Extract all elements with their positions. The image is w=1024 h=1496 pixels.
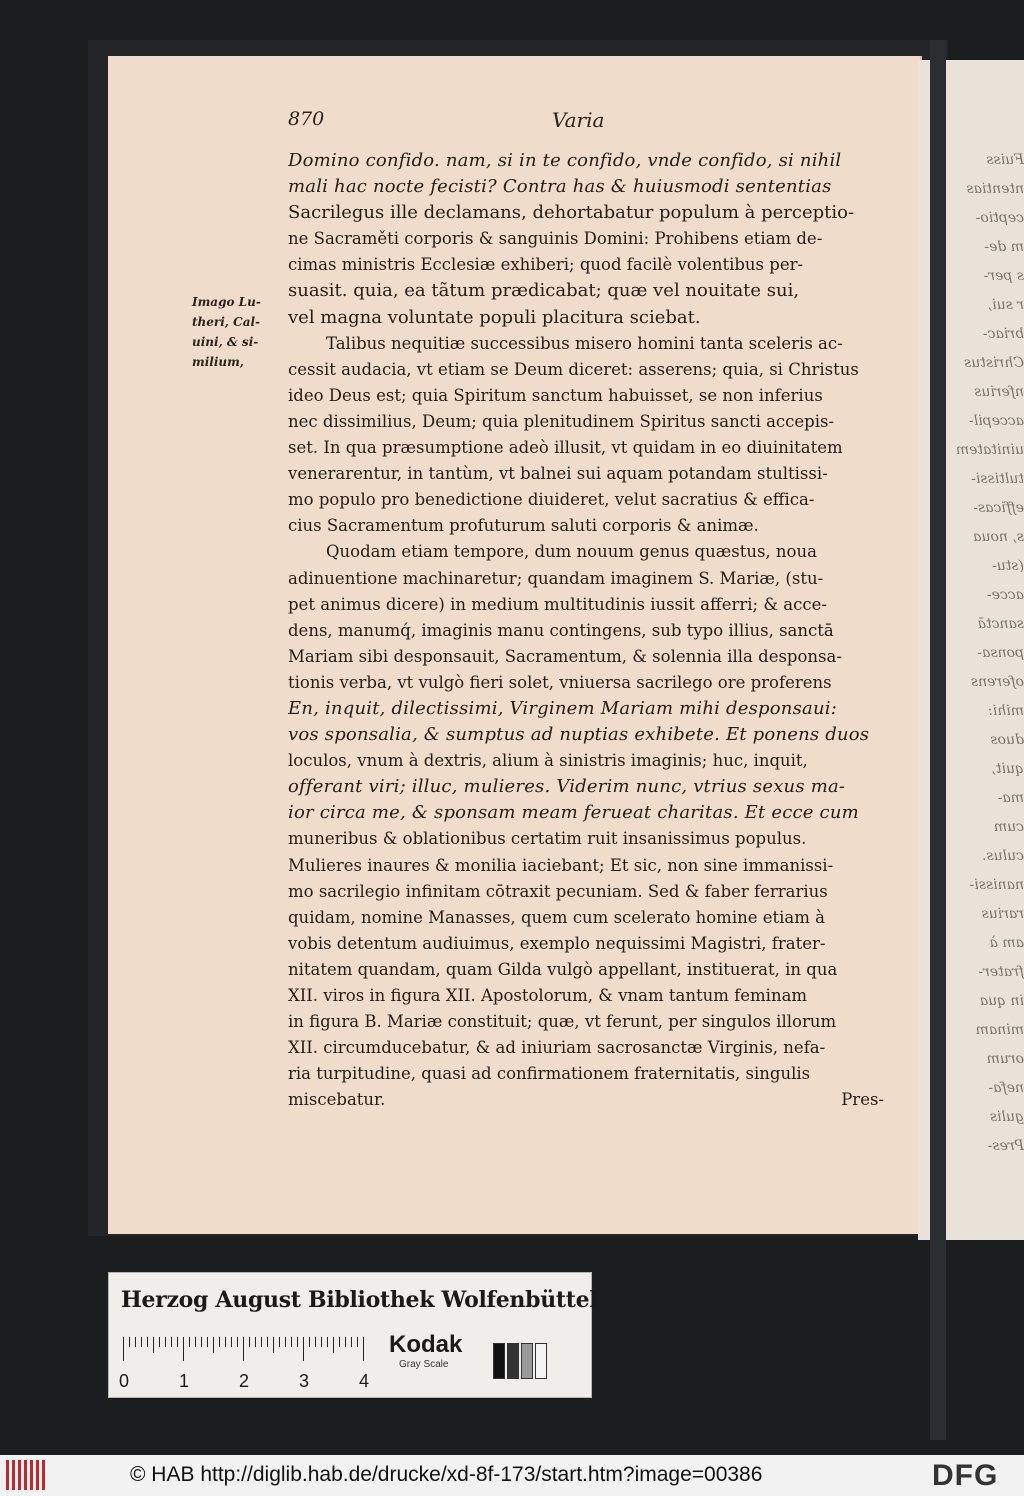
facing-page-fragment: ponsa-	[977, 645, 1024, 661]
ruler-tick	[183, 1337, 184, 1361]
margin-note-line: Imago Lu-	[192, 295, 261, 309]
ruler-tick	[297, 1337, 298, 1347]
catchword: Pres-	[841, 1090, 884, 1110]
text-line: suasit. quia, ea tãtum prædicabat; quæ vel nouitate sui,	[288, 280, 800, 302]
facing-page-fragment: am à	[989, 935, 1024, 951]
text-line: Talibus nequitiæ successibus misero homini tanta sceleris ac-	[326, 333, 843, 353]
scale-number: 3	[299, 1371, 310, 1391]
ruler-tick	[213, 1337, 214, 1353]
text-line: vos sponsalia, & sumptus ad nuptias exhibete. Et ponens duos	[288, 724, 870, 746]
ruler-tick	[231, 1337, 232, 1347]
text-line: tionis verba, vt vulgò fieri solet, vniuersa sacrilego ore proferens	[288, 672, 832, 692]
ruler-tick	[243, 1337, 244, 1361]
scale-number: 4	[359, 1371, 370, 1391]
body-text	[288, 148, 884, 1113]
text-line: Mariam sibi desponsauit, Sacramentum, & solennia illa desponsa-	[288, 646, 842, 666]
facing-page-fragment: culus.	[982, 848, 1024, 864]
ruler-tick	[261, 1337, 262, 1347]
facing-page-fragment: minam	[975, 1022, 1024, 1038]
ruler-tick	[219, 1337, 220, 1347]
ruler-tick	[249, 1337, 250, 1347]
gutter-strip	[930, 40, 946, 1440]
facing-page-fragment: nanissi-	[969, 877, 1024, 893]
ruler-tick	[303, 1337, 304, 1361]
text-line: XII. viros in figura XII. Apostolorum, & vnam tantum feminam	[288, 986, 808, 1005]
ruler-tick	[363, 1337, 364, 1361]
facing-page-fragment: ceptio-	[975, 210, 1024, 226]
text-line: loculos, vnum à dextris, alium à sinistris imaginis; huc, inquit,	[288, 751, 808, 771]
text-line: cius Sacramentum profuturum saluti corporis & animæ.	[288, 516, 759, 536]
facing-page-fragment: oferens	[970, 674, 1024, 690]
text-line: ria turpitudine, quasi ad confirmationem fraternitatis, singulis	[288, 1064, 811, 1084]
ruler-tick	[309, 1337, 310, 1347]
ruler-tick	[195, 1337, 196, 1347]
facing-page-fragment: ntentias	[966, 181, 1024, 197]
text-line: quidam, nomine Manasses, quem cum scelerato homine etiam à	[288, 907, 825, 927]
facing-page-fragment: frater-	[978, 964, 1024, 980]
margin-note-line: theri, Cal-	[192, 315, 261, 329]
hab-logo-icon	[6, 1460, 50, 1490]
facing-page-fragment: Fuiss	[986, 152, 1024, 168]
text-line: En, inquit, dilectissimi, Virginem Mariam mihi desponsaui:	[288, 697, 837, 719]
facing-page-fragment: in qua	[979, 993, 1024, 1009]
institution-name: Herzog August Bibliothek Wolfenbüttel	[121, 1287, 598, 1313]
page-number: 870	[288, 108, 325, 130]
ruler-tick	[315, 1337, 316, 1347]
ruler-tick	[177, 1337, 178, 1347]
ruler-tick	[207, 1337, 208, 1347]
ruler-tick	[159, 1337, 160, 1347]
ruler-tick	[201, 1337, 202, 1347]
gray-scale-label: Gray Scale	[399, 1359, 449, 1370]
facing-page-fragment: quit,	[991, 761, 1024, 777]
ruler-tick	[225, 1337, 226, 1347]
facing-page-fragment: acce-	[986, 587, 1024, 603]
gray-patch-dark	[507, 1343, 519, 1379]
book-page	[108, 56, 922, 1234]
text-line: Mulieres inaures & monilia iaciebant; Et sic, non sine immanissi-	[288, 855, 834, 875]
ruler-tick	[123, 1337, 124, 1361]
text-line: miscebatur.	[288, 1090, 386, 1110]
scale-number: 2	[239, 1371, 250, 1391]
text-line: ideo Deus est; quia Spiritum sanctum habuisset, se non inferius	[288, 385, 823, 405]
ruler-tick	[333, 1337, 334, 1353]
text-line: in figura B. Mariæ constituit; quæ, vt ferunt, per singulos illorum	[288, 1012, 837, 1032]
text-line: offerant viri; illuc, mulieres. Viderim nunc, vtrius sexus ma-	[288, 776, 846, 798]
text-line: venerarentur, in tantùm, vt balnei sui aquam potandam stultissi-	[288, 464, 828, 484]
ruler-tick	[153, 1337, 154, 1353]
text-line: nec dissimilius, Deum; quia plenitudinem Spiritus sancti accepis-	[288, 411, 835, 431]
text-line: muneribus & oblationibus certatim ruit insanissimus populus.	[288, 829, 807, 849]
facing-page-fragment: (stu-	[991, 558, 1024, 574]
ruler-tick	[345, 1337, 346, 1347]
ruler-tick	[321, 1337, 322, 1347]
kodak-logo: Kodak	[389, 1331, 463, 1358]
margin-note-line: milium,	[192, 355, 244, 369]
ruler-tick	[141, 1337, 142, 1347]
facing-page-fragment: duos	[990, 732, 1024, 748]
ruler-tick	[165, 1337, 166, 1347]
ruler-tick	[237, 1337, 238, 1347]
facing-page-fragment: m de-	[984, 239, 1024, 255]
text-line: vobis detentum audiuimus, exemplo nequissimi Magistri, frater-	[288, 933, 826, 953]
ruler-tick	[327, 1337, 328, 1347]
viewer-footer	[0, 1455, 1024, 1496]
ruler-tick	[273, 1337, 274, 1353]
facing-page-fragment: tultissi-	[971, 471, 1024, 487]
facing-page-fragment: accepil-	[969, 413, 1024, 429]
facing-page-fragment: Christus	[964, 355, 1024, 371]
facing-page-fragment: ma-	[997, 790, 1024, 806]
ruler-tick	[357, 1337, 358, 1347]
dfg-logo: DFG	[932, 1459, 999, 1492]
text-line: mali hac nocte fecisti? Contra has & huiusmodi sententias	[288, 176, 832, 198]
ruler-tick	[147, 1337, 148, 1347]
source-url[interactable]: © HAB http://diglib.hab.de/drucke/xd-8f-173/start.htm?image=00386	[130, 1463, 763, 1486]
scale-number: 0	[119, 1371, 130, 1391]
ruler-tick	[267, 1337, 268, 1347]
running-title: Varia	[552, 108, 605, 132]
facing-page-fragment: sanctā	[977, 616, 1024, 632]
facing-page-fragment: orum	[986, 1051, 1024, 1067]
text-line: nitatem quandam, quam Gilda vulgò appellant, instituerat, in qua	[288, 959, 838, 979]
text-line: dens, manumq́, imaginis manu contingens, sub typo illius, sanctā	[288, 620, 834, 640]
facing-page-fragment: briac-	[982, 326, 1024, 342]
facing-page-fragment: s, noua	[973, 529, 1024, 545]
ruler-tick	[171, 1337, 172, 1347]
text-line: Domino confido. nam, si in te confido, vnde confido, si nihil	[288, 150, 842, 171]
text-line: ne Sacraměti corporis & sanguinis Domini: Prohibens etiam de-	[288, 229, 823, 249]
text-line: Sacrilegus ille declamans, dehortabatur populum à perceptio-	[288, 202, 855, 224]
text-line: Quodam etiam tempore, dum nouum genus quæstus, noua	[326, 542, 817, 562]
text-line: vel magna voluntate populi placitura sciebat.	[288, 306, 701, 328]
facing-page-fragment: r sui,	[987, 297, 1024, 313]
facing-page-fragment: uinitatem	[955, 442, 1024, 458]
color-calibration-card	[108, 1272, 598, 1398]
text-line: cimas ministris Ecclesiæ exhiberi; quod facilè volentibus per-	[288, 255, 804, 275]
gray-patch-white	[535, 1343, 547, 1379]
gray-patch-black	[493, 1343, 505, 1379]
ruler-tick	[285, 1337, 286, 1347]
margin-note-line: uini, & si-	[192, 335, 259, 349]
ruler-tick	[279, 1337, 280, 1347]
facing-page-fragment: nferius	[974, 384, 1024, 400]
margin-note	[192, 292, 261, 372]
ruler-tick	[129, 1337, 130, 1347]
text-line: mo sacrilegio infinitam cōtraxit pecuniam. Sed & faber ferrarius	[288, 881, 828, 901]
text-line: ior circa me, & sponsam meam ferueat charitas. Et ecce cum	[288, 802, 859, 824]
scale-number: 1	[179, 1371, 190, 1391]
facing-page-fragment: nefa-	[988, 1080, 1024, 1096]
facing-page-fragment: efficas-	[973, 500, 1024, 516]
facing-page-fragment: cum	[993, 819, 1024, 835]
scale-ruler	[123, 1337, 371, 1361]
text-line: mo populo pro benedictione diuideret, velut sacratius & effica-	[288, 490, 815, 510]
ruler-tick	[255, 1337, 256, 1347]
ruler-tick	[135, 1337, 136, 1347]
ruler-tick	[351, 1337, 352, 1347]
facing-page-fragment: s per-	[983, 268, 1024, 284]
ruler-tick	[291, 1337, 292, 1347]
facing-page-fragment: mihi:	[988, 703, 1024, 719]
gray-patch-mid	[521, 1343, 533, 1379]
text-line: pet animus dicere) in medium multitudinis iussit afferri; & acce-	[288, 594, 827, 614]
ruler-tick	[339, 1337, 340, 1347]
facing-page-fragment: Pres-	[987, 1138, 1024, 1154]
ruler-tick	[189, 1337, 190, 1347]
text-line: adinuentione machinaretur; quandam imaginem S. Mariæ, (stu-	[288, 568, 824, 588]
text-line: cessit audacia, vt etiam se Deum diceret: asserens; quia, si Christus	[288, 359, 859, 379]
text-line: XII. circumducebatur, & ad iniuriam sacrosanctæ Virginis, nefa-	[288, 1038, 826, 1058]
text-line: set. In qua præsumptione adeò illusit, vt quidam in eo diuinitatem	[288, 438, 843, 458]
facing-page-fragment: gulis	[989, 1109, 1024, 1125]
facing-page-fragment: rarius	[981, 906, 1024, 922]
